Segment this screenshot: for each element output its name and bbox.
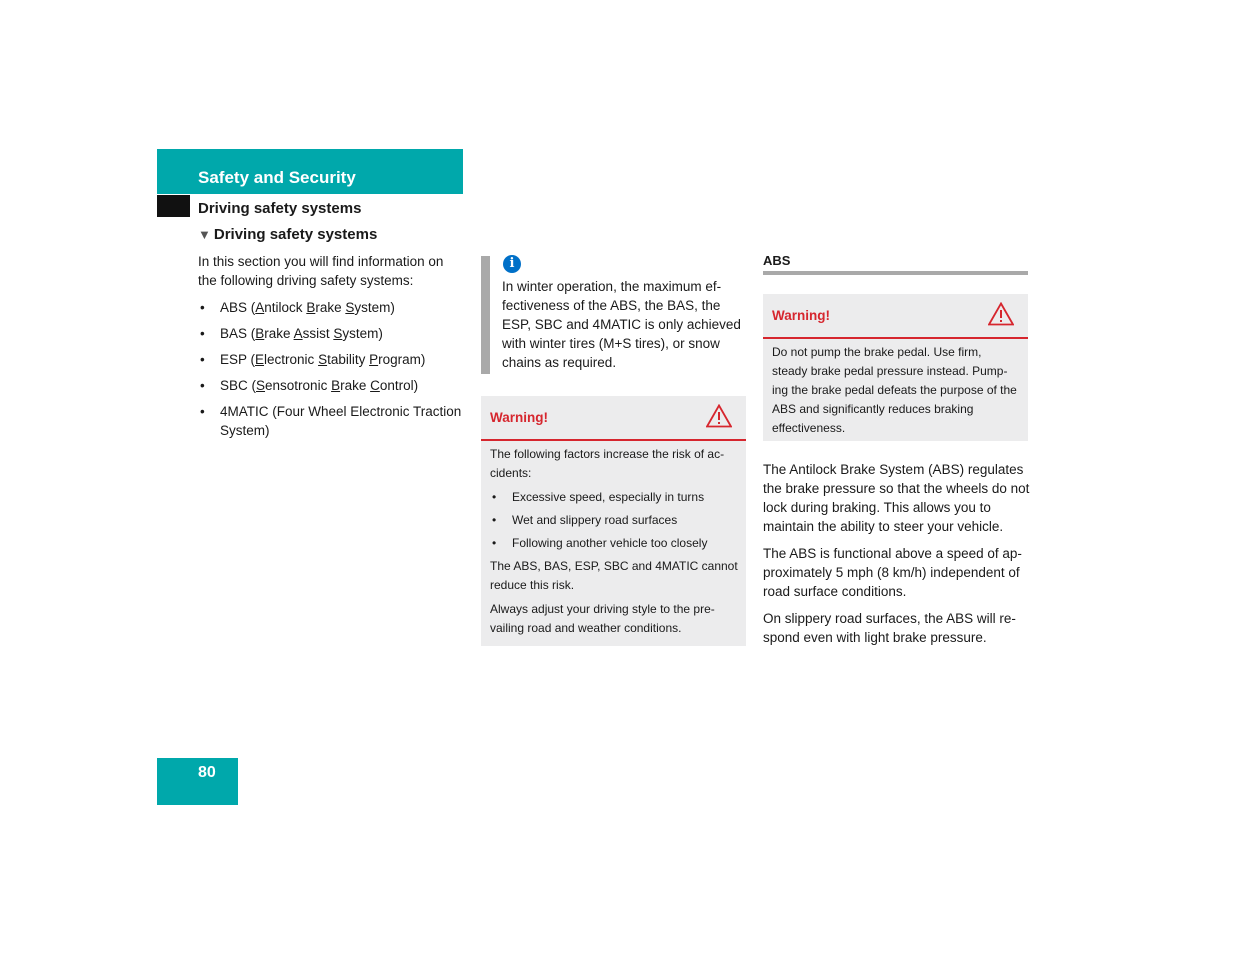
warning-body	[490, 445, 738, 643]
info-note: In winter operation, the maximum ef-fectiveness of the ABS, the BAS, the ESP, SBC and 4MATIC is only achieved with winter tires (M+S tires), or snow chains as required.	[502, 279, 741, 370]
intro-paragraph: In this section you will find information on the following driving safety systems:	[198, 254, 444, 288]
warning-paragraph: The ABS, BAS, ESP, SBC and 4MATIC cannot reduce this risk.	[490, 559, 738, 592]
list-item: • ESP (Electronic Stability Program)	[200, 352, 426, 367]
warning-triangle-icon	[706, 404, 732, 428]
abs-paragraph: The ABS is functional above a speed of ap-proximately 5 mph (8 km/h) independent of road surface conditions.	[763, 546, 1022, 599]
section-title-text: Driving safety systems	[213, 226, 378, 243]
warning-label: Warning!	[490, 410, 548, 425]
list-item: • BAS (Brake Assist System)	[200, 326, 383, 341]
warning-header	[763, 294, 1028, 339]
warning-bullets	[490, 488, 738, 553]
system-4: 4MATIC (Four Wheel Electronic Traction System)	[220, 404, 462, 438]
abs-paragraph: The Antilock Brake System (ABS) regulates the brake pressure so that the wheels do not lock during braking. This allows you to maintain the ability to steer your vehicle.	[763, 462, 1030, 534]
system-1: BAS (Brake Assist System)	[220, 326, 383, 341]
list-item: • 4MATIC (Four Wheel Electronic Traction System)	[200, 404, 462, 438]
warning-text: Do not pump the brake pedal. Use firm, steady brake pedal pressure instead. Pump-ing the brake pedal defeats the purpose of the ABS and significantly reduces braking effectiveness.	[772, 345, 1017, 435]
page-number-box	[157, 758, 238, 805]
chapter-title: Safety and Security	[198, 168, 356, 187]
list-item: • Wet and slippery road surfaces	[492, 513, 678, 527]
warning-intro: The following factors increase the risk of ac-cidents:	[490, 447, 725, 480]
abs-section-title: ABS	[763, 253, 791, 268]
warning-triangle-icon	[988, 302, 1014, 326]
page-number: 80	[198, 764, 216, 781]
section-title	[198, 226, 377, 243]
abs-column	[763, 460, 1031, 655]
warning-box-risk	[481, 396, 746, 646]
systems-list	[198, 298, 464, 440]
warning-label: Warning!	[772, 308, 830, 323]
system-3: SBC (Sensotronic Brake Control)	[220, 378, 419, 393]
abs-title-rule	[763, 271, 1028, 275]
abs-paragraph: On slippery road surfaces, the ABS will re-spond even with light brake pressure.	[763, 611, 1016, 645]
warning-box-abs	[763, 294, 1028, 441]
subheader: Driving safety systems	[198, 200, 362, 217]
list-item: • SBC (Sensotronic Brake Control)	[200, 378, 419, 393]
list-item: • ABS (Antilock Brake System)	[200, 300, 395, 315]
chapter-header	[157, 149, 463, 194]
warning-paragraph: Always adjust your driving style to the pre-vailing road and weather conditions.	[490, 602, 715, 635]
warning-body	[772, 343, 1020, 443]
system-0: ABS (Antilock Brake System)	[220, 300, 395, 315]
info-icon: i	[503, 255, 521, 273]
system-2: ESP (Electronic Stability Program)	[220, 352, 426, 367]
chapter-tab-marker	[157, 195, 190, 217]
triangle-down-icon: ▼	[198, 227, 211, 242]
info-sidebar	[481, 256, 490, 374]
list-item: • Excessive speed, especially in turns	[492, 490, 705, 504]
list-item: • Following another vehicle too closely	[492, 536, 708, 550]
intro-column	[198, 252, 464, 447]
warning-header	[481, 396, 746, 441]
